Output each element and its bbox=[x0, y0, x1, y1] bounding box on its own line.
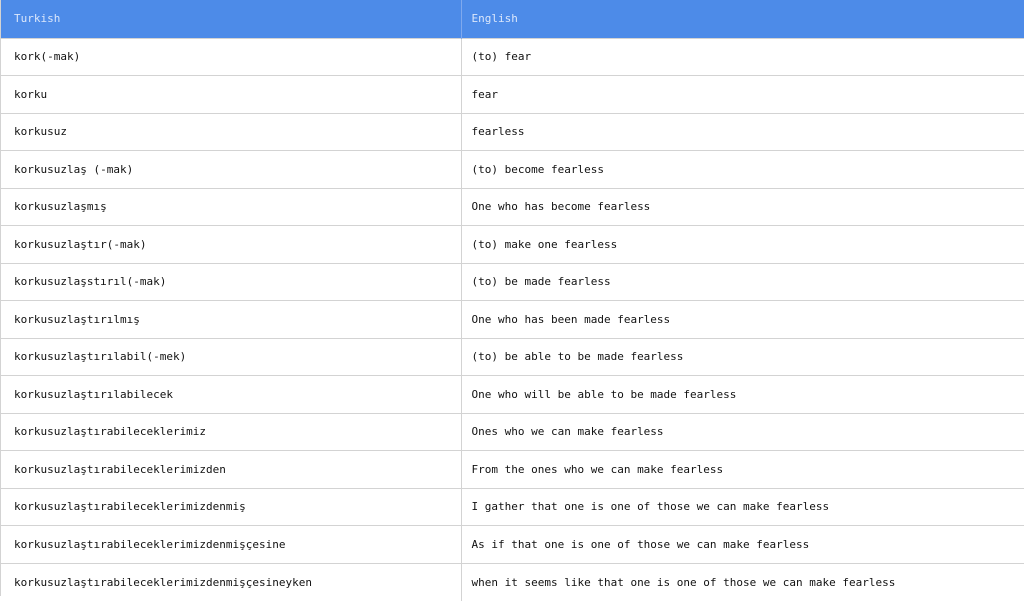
english-cell: One who has become fearless bbox=[461, 188, 1024, 226]
table-row bbox=[0, 376, 1024, 414]
table-row bbox=[0, 226, 1024, 264]
turkish-cell: korkusuzlaştırabileceklerimiz bbox=[0, 413, 461, 451]
table-row bbox=[0, 338, 1024, 376]
turkish-cell: korkusuzlaştırabileceklerimizden bbox=[0, 451, 461, 489]
english-cell: As if that one is one of those we can make fearless bbox=[461, 526, 1024, 564]
table-row bbox=[0, 413, 1024, 451]
turkish-cell: korkusuzlaştırılmış bbox=[0, 301, 461, 339]
turkish-cell: korkusuzlaştırabileceklerimizdenmiş bbox=[0, 488, 461, 526]
english-cell: Ones who we can make fearless bbox=[461, 413, 1024, 451]
english-cell: (to) be able to be made fearless bbox=[461, 338, 1024, 376]
english-cell: (to) be made fearless bbox=[461, 263, 1024, 301]
table-row bbox=[0, 488, 1024, 526]
english-cell: (to) become fearless bbox=[461, 151, 1024, 189]
english-cell: (to) fear bbox=[461, 38, 1024, 76]
table-row bbox=[0, 113, 1024, 151]
turkish-cell: korkusuzlaştırılabilecek bbox=[0, 376, 461, 414]
turkish-cell: korkusuzlaştırabileceklerimizdenmişçesine bbox=[0, 526, 461, 564]
english-cell: From the ones who we can make fearless bbox=[461, 451, 1024, 489]
turkish-cell: korkusuzlaştırılabil(-mek) bbox=[0, 338, 461, 376]
table-header bbox=[0, 0, 1024, 38]
turkish-cell: korkusuzlaştırabileceklerimizdenmişçesineyken bbox=[0, 563, 461, 601]
table-row bbox=[0, 76, 1024, 114]
english-cell: (to) make one fearless bbox=[461, 226, 1024, 264]
turkish-cell: korkusuzlaşmış bbox=[0, 188, 461, 226]
turkish-cell: korku bbox=[0, 76, 461, 114]
english-cell: I gather that one is one of those we can make fearless bbox=[461, 488, 1024, 526]
english-cell: when it seems like that one is one of those we can make fearless bbox=[461, 563, 1024, 601]
english-cell: fearless bbox=[461, 113, 1024, 151]
table-row bbox=[0, 263, 1024, 301]
turkish-cell: korkusuzlaş (-mak) bbox=[0, 151, 461, 189]
table-body bbox=[0, 38, 1024, 601]
table-row bbox=[0, 188, 1024, 226]
table-row bbox=[0, 451, 1024, 489]
header-row bbox=[0, 0, 1024, 38]
table-row bbox=[0, 526, 1024, 564]
column-header-turkish: Turkish bbox=[0, 0, 461, 38]
turkish-cell: korkusuzlaştır(-mak) bbox=[0, 226, 461, 264]
table-row bbox=[0, 38, 1024, 76]
english-cell: One who has been made fearless bbox=[461, 301, 1024, 339]
column-header-english: English bbox=[471, 12, 518, 26]
turkish-cell: korkusuzlaşstırıl(-mak) bbox=[0, 263, 461, 301]
english-cell: One who will be able to be made fearless bbox=[461, 376, 1024, 414]
table-row bbox=[0, 563, 1024, 601]
turkish-cell: korkusuz bbox=[0, 113, 461, 151]
table-row bbox=[0, 301, 1024, 339]
table-row bbox=[0, 151, 1024, 189]
english-cell: fear bbox=[461, 76, 1024, 114]
turkish-cell: kork(-mak) bbox=[0, 38, 461, 76]
